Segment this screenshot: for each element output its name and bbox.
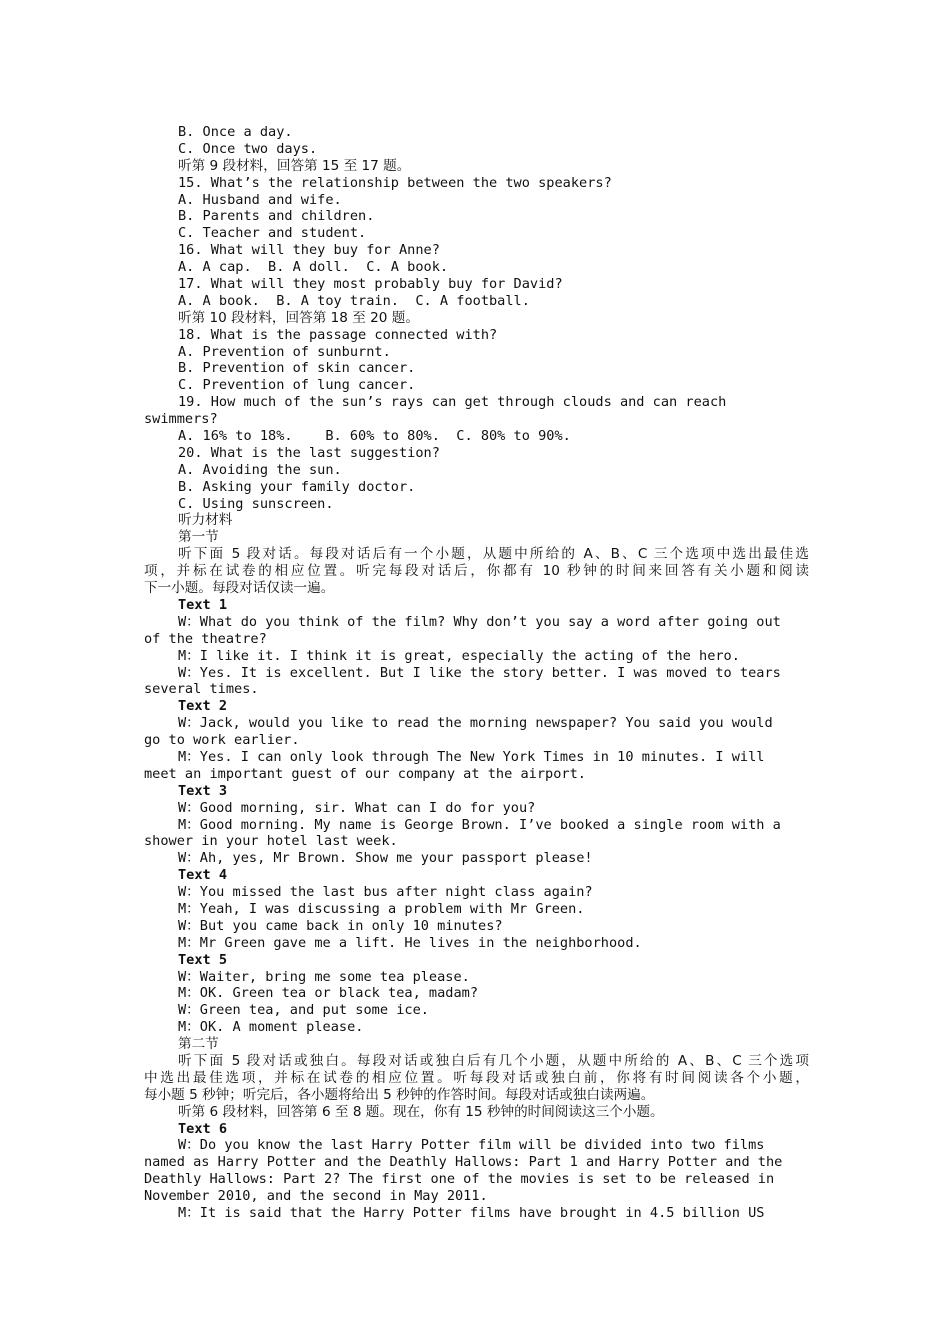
text-line: 听第 6 段材料，回答第 6 至 8 题。现在，你有 15 秒钟的时间阅读这三个小题。 xyxy=(178,1103,664,1120)
text-line: C. Prevention of lung cancer. xyxy=(178,377,416,394)
section-heading: Text 4 xyxy=(178,867,228,884)
text-line: 听下面 5 段对话。每段对话后有一个小题，从题中所给的 A、B、C 三个选项中选出最佳选 xyxy=(178,546,809,563)
text-line: M：Good morning. My name is George Brown. I’ve booked a single room with a xyxy=(178,816,781,833)
text-line: 中选出最佳选项，并标在试卷的相应位置。听每段对话或独白前，你将有时间阅读各个小题， xyxy=(144,1069,809,1086)
section-heading: Text 6 xyxy=(178,1120,228,1137)
text-line: 17. What will they most probably buy for David? xyxy=(178,276,563,293)
text-line: A. Avoiding the sun. xyxy=(178,461,342,478)
text-line: W：Yes. It is excellent. But I like the story better. I was moved to tears xyxy=(178,664,781,681)
text-line: B. Once a day. xyxy=(178,124,293,140)
text-line: W：Jack, would you like to read the morning newspaper? You said you would xyxy=(178,715,773,732)
text-line: W：What do you think of the film? Why don’t you say a word after going out xyxy=(178,613,781,630)
text-line: Deathly Hallows: Part 2? The first one of the movies is set to be released in xyxy=(144,1171,775,1188)
text-line: C. Once two days. xyxy=(178,140,318,157)
text-line: 下一小题。每段对话仅读一遍。 xyxy=(144,580,335,597)
text-line: M：I like it. I think it is great, especially the acting of the hero. xyxy=(178,647,740,664)
text-line: 15. What’s the relationship between the two speakers? xyxy=(178,174,612,191)
text-line: go to work earlier. xyxy=(144,732,300,749)
text-line: B. Asking your family doctor. xyxy=(178,478,416,495)
text-line: W：Green tea, and put some ice. xyxy=(178,1002,429,1019)
text-line: 听力材料 xyxy=(178,512,233,529)
text-line: W：Ah, yes, Mr Brown. Show me your passport please! xyxy=(178,850,593,867)
section-heading: Text 3 xyxy=(178,782,228,799)
text-line: M：Yes. I can only look through The New York Times in 10 minutes. I will xyxy=(178,748,765,765)
text-line: named as Harry Potter and the Deathly Hallows: Part 1 and Harry Potter and the xyxy=(144,1154,783,1171)
text-line: B. Prevention of skin cancer. xyxy=(178,360,416,377)
text-line: A. A cap. B. A doll. C. A book. xyxy=(178,259,449,276)
text-line: November 2010, and the second in May 2011. xyxy=(144,1188,488,1205)
text-line: M：Mr Green gave me a lift. He lives in the neighborhood. xyxy=(178,934,642,951)
text-line: W：But you came back in only 10 minutes? xyxy=(178,917,503,934)
document-body xyxy=(144,124,809,1222)
text-line: A. 16% to 18%. B. 60% to 80%. C. 80% to 90%. xyxy=(178,428,571,445)
text-line: 19. How much of the sun’s rays can get through clouds and can reach xyxy=(178,394,727,411)
text-line: A. Prevention of sunburnt. xyxy=(178,343,391,360)
text-line: M：Yeah, I was discussing a problem with Mr Green. xyxy=(178,900,585,917)
text-line: M：OK. Green tea or black tea, madam? xyxy=(178,985,479,1002)
text-line: 听第 9 段材料，回答第 15 至 17 题。 xyxy=(178,157,411,174)
text-line: shower in your hotel last week. xyxy=(144,833,398,850)
text-line: M：It is said that the Harry Potter films have brought in 4.5 billion US xyxy=(178,1205,765,1221)
text-line: A. A book. B. A toy train. C. A football. xyxy=(178,292,530,309)
text-line: 每小题 5 秒钟；听完后，各小题将给出 5 秒钟的作答时间。每段对话或独白读两遍。 xyxy=(144,1086,655,1103)
text-line: 项，并标在试卷的相应位置。听完每段对话后，你都有 10 秒钟的时间来回答有关小题和阅读 xyxy=(144,563,809,580)
text-line: swimmers? xyxy=(144,411,218,428)
text-line: W：You missed the last bus after night class again? xyxy=(178,884,593,901)
text-line: 第一节 xyxy=(178,529,219,546)
text-line: M：OK. A moment please. xyxy=(178,1019,364,1036)
text-line: of the theatre? xyxy=(144,630,267,647)
text-line: 20. What is the last suggestion? xyxy=(178,444,440,461)
text-line: C. Using sunscreen. xyxy=(178,495,334,512)
text-line: 18. What is the passage connected with? xyxy=(178,326,498,343)
text-line: 16. What will they buy for Anne? xyxy=(178,242,440,259)
text-line: W：Waiter, bring me some tea please. xyxy=(178,968,470,985)
section-heading: Text 5 xyxy=(178,951,228,968)
text-line: W：Good morning, sir. What can I do for you? xyxy=(178,799,536,816)
text-line: meet an important guest of our company at the airport. xyxy=(144,765,586,782)
text-line: C. Teacher and student. xyxy=(178,225,367,242)
text-line: 第二节 xyxy=(178,1036,219,1053)
text-line: 听下面 5 段对话或独白。每段对话或独白后有几个小题，从题中所给的 A、B、C 三个选项 xyxy=(178,1052,809,1069)
section-heading: Text 2 xyxy=(178,698,228,715)
text-line: B. Parents and children. xyxy=(178,208,375,225)
text-line: W：Do you know the last Harry Potter film will be divided into two films xyxy=(178,1137,765,1154)
text-line: 听第 10 段材料，回答第 18 至 20 题。 xyxy=(178,309,419,326)
section-heading: Text 1 xyxy=(178,596,228,613)
text-line: A. Husband and wife. xyxy=(178,191,342,208)
text-line: several times. xyxy=(144,681,259,698)
